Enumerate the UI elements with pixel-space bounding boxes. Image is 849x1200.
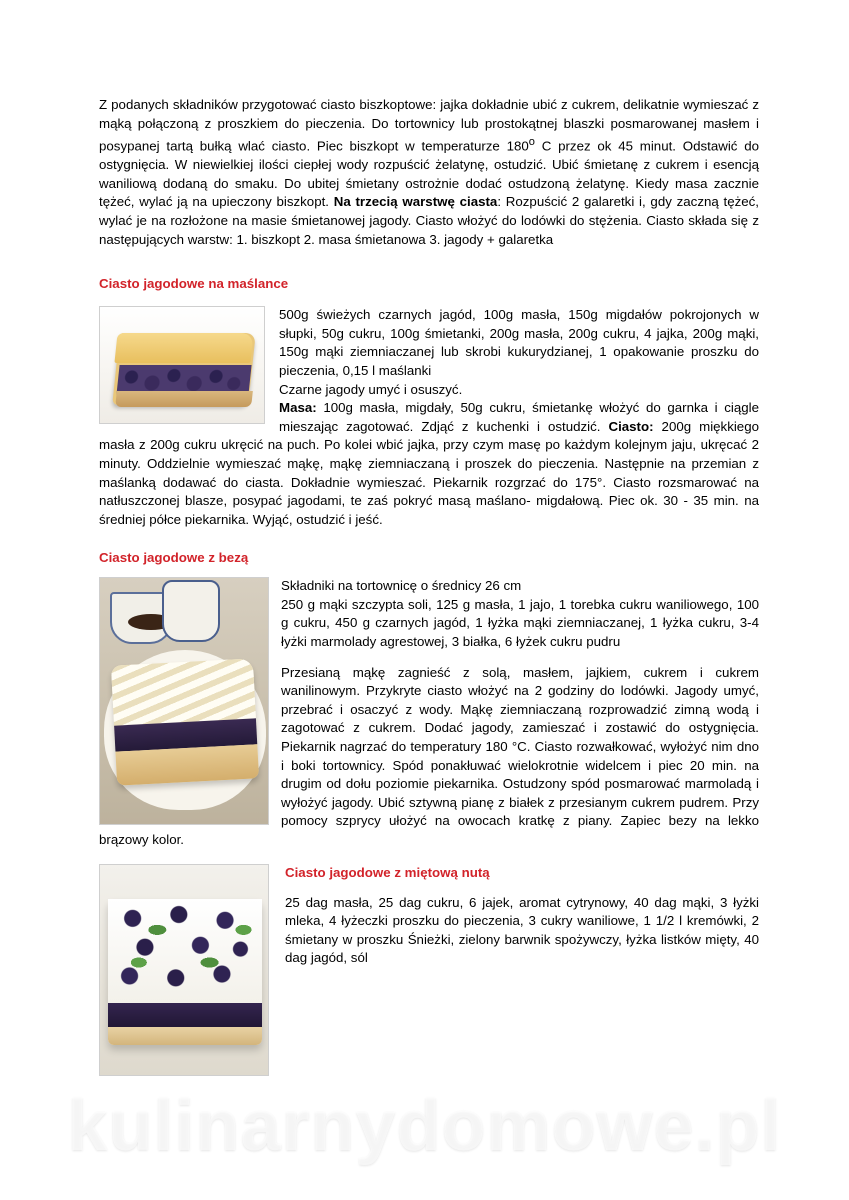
document-content <box>99 96 759 1076</box>
recipe-2-ingredients-heading: Składniki na tortownicę o średnicy 26 cm <box>281 578 522 594</box>
watermark: kulinarnydomowe.pl <box>67 1086 782 1166</box>
recipe-title-3: Ciasto jagodowe z miętową nutą <box>285 864 490 880</box>
recipe-title-2: Ciasto jagodowe z bezą <box>99 550 249 566</box>
recipe-2-method: Przesianą mąkę zagnieść z solą, masłem, jajkiem, cukrem i cukrem wanilinowym. Przykryte ciasto włożyć na 2 godziny do lodówki. Jagody umyć, przebrać i osaczyć z wody. Mąkę ziemniaczaną rozprowadzić zimną wodą i zagotować z cukrem. Dodać jagody, zamieszać i zostawić do ostygnięcia. Piekarnik nagrzać do temperatury 180 °C. Ciasto rozwałkować, wyłożyć nim dno i boki tortownicy. Spód ponakłuwać wielokrotnie widelcem i piec 20 min. na drugim od dołu poziomie piekarnika. Ostudzony spód posmarować marmoladą i wyłożyć jagody. Ubić sztywną pianę z białek z przesianym cukrem pudrem. Przy pomocy szprycy ułożyć na owocach kratkę z piany. Zapiec bezy na lekko brązowy kolor. <box>99 664 759 848</box>
recipe-1-label-ciasto: Ciasto: <box>608 418 654 434</box>
blueberry-mint-cake-photo <box>99 864 269 1076</box>
intro-paragraph <box>99 96 759 249</box>
recipe-title-1: Ciasto jagodowe na maślance <box>99 276 289 292</box>
recipe-block-2 <box>99 577 759 849</box>
recipe-3-ingredients: 25 dag masła, 25 dag cukru, 6 jajek, aromat cytrynowy, 40 dag mąki, 3 łyżki mleka, 4 łyżeczki proszku do pieczenia, 3 cukry waniliowe, 1 1/2 l kremówki, 2 śmietany w proszku Śnieżki, zielony barwnik spożywczy, łyżka listków mięty, 40 dag jagód, sól <box>285 894 759 966</box>
intro-text-part2: C przez ok 45 minut. Odstawić do ostygnięcia. W niewielkiej ilości ciepłej wody rozpuścić żelatynę, ostudzić. Ubić śmietanę z cukrem i esencją waniliową dodaną do smaku. Do ubitej śmietany ostrożnie dodać ostudzoną żelatynę. Kiedy masa zacznie tężeć, wylać ją na upieczony biszkopt. <box>99 138 759 210</box>
intro-text-part1: Z podanych składników przygotować ciasto biszkoptowe: jajka dokładnie ubić z cukrem, delikatnie wymieszać z mąką połączoną z proszkiem do pieczenia. Do tortownicy lub prostokątnej blaszki posmarowanej masłem i posypanej tartą bułką wlać ciasto. Piec biszkopt w temperaturze 180 <box>99 97 759 154</box>
recipe-block-1 <box>99 306 759 529</box>
degree-symbol: o <box>528 136 535 149</box>
recipe-1-label-masa: Masa: <box>279 400 317 416</box>
intro-bold-phrase: Na trzecią warstwę ciasta <box>333 194 498 210</box>
recipe-1-ciasto-text: 200g miękkiego masła z 200g cukru ukręcić na puch. Po kolei wbić jajka, przy czym masę po każdym kolejnym jaju, ukręcać 2 minuty. Oddzielnie wymieszać mąkę, mąkę ziemniaczaną i proszek do pieczenia. Następnie na przemian z maślanką dodawać do ciasta. Dokładnie wymieszać. Piekarnik rozgrzać do 175°. Ciasto rozsmarować na natłuszczonej blasze, posypać jagodami, te zaś pokryć masą maślano- migdałową. Piec ok. 30 - 35 min. na średniej półce piekarnika. Wyjąć, ostudzić i jeść. <box>99 418 759 527</box>
recipe-block-3 <box>99 864 759 1076</box>
blueberry-meringue-cake-photo <box>99 577 269 825</box>
intro-text-part3: : Rozpuścić 2 galaretki i, gdy zaczną tężeć, wylać je na rozłożone na masie śmietanowej jagody. Ciasto włożyć do lodówki do stężenia. Ciasto składa się z następujących warstw: 1. biszkopt 2. masa śmietanowa 3. jagody + galaretka <box>99 194 759 247</box>
blueberry-buttermilk-cake-photo <box>99 306 265 424</box>
recipe-1-masa-text: 100g masła, migdały, 50g cukru, śmietankę włożyć do garnka i ciągle mieszając zagotować. Zdjąć z kuchenki i ostudzić. <box>279 400 759 434</box>
recipe-1-step-intro: Czarne jagody umyć i osuszyć. <box>279 381 463 397</box>
recipe-2-ingredients: 250 g mąki szczypta soli, 125 g masła, 1 jajo, 1 torebka cukru waniliowego, 100 g cukru, 450 g czarnych jagód, 1 łyżka mąki ziemniaczanej, 1 łyżka cukru, 3-4 łyżki marmolady agrestowej, 3 białka, 6 łyżek cukru pudru <box>281 596 759 650</box>
recipe-1-ingredients: 500g świeżych czarnych jagód, 100g masła, 150g migdałów pokrojonych w słupki, 50g cukru, 100g śmietanki, 200g masła, 200g cukru, 4 jajka, 200g mąki, 150g mąki ziemniaczanej lub skrobi kukurydzianej, 1 opakowanie proszku do pieczenia, 0,15 l maślanki <box>279 307 759 378</box>
